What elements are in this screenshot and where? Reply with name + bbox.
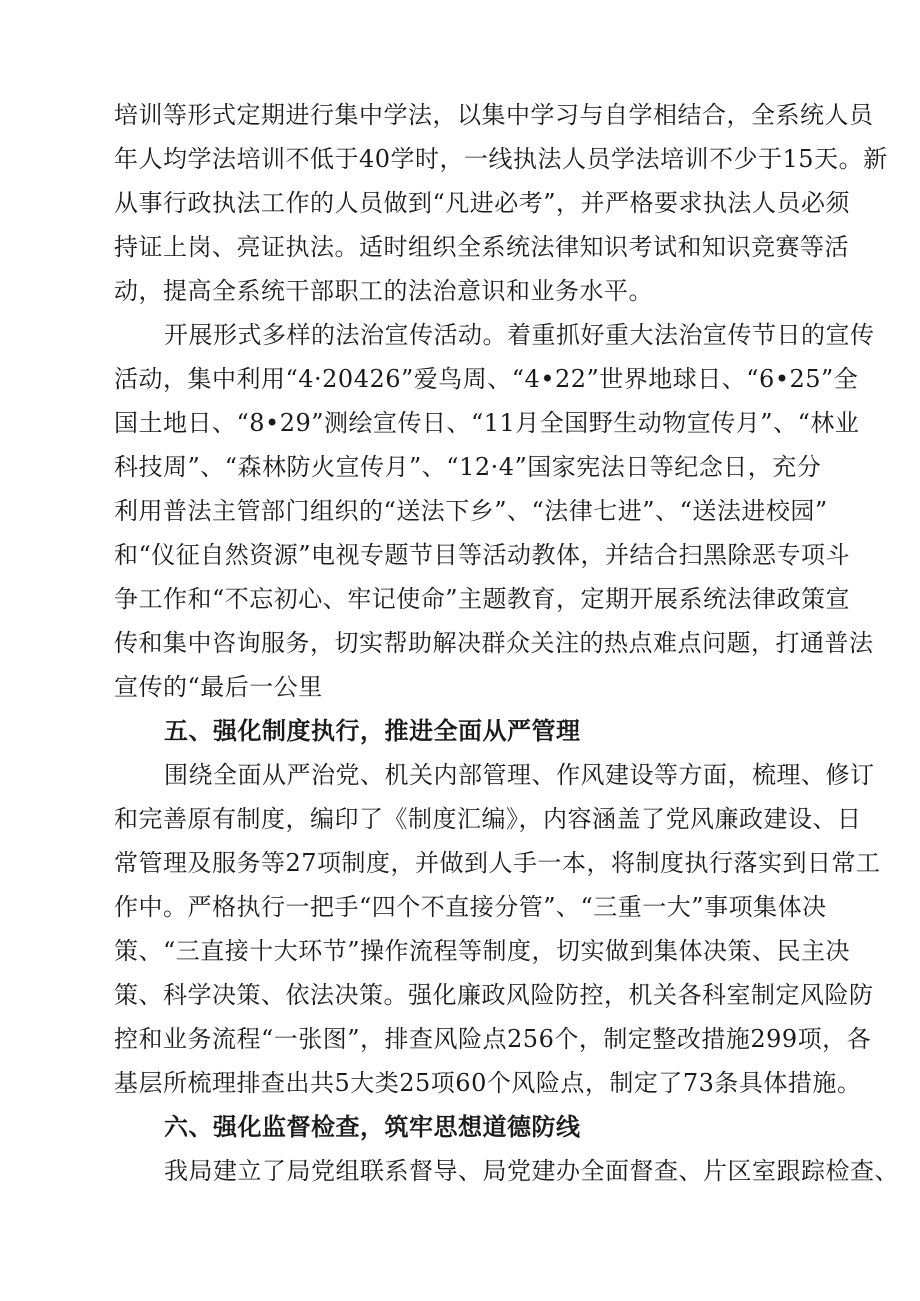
paragraph-line: 基层所梳理排查出共5大类25项60个风险点，制定了73条具体措施。 <box>114 1069 862 1097</box>
paragraph-line: 传和集中咨询服务，切实帮助解决群众关注的热点难点问题，打通普法 <box>114 629 874 657</box>
paragraph-line: 和“仪征自然资源”电视专题节目等活动教体，并结合扫黑除恶专项斗 <box>114 541 851 569</box>
paragraph-line: 围绕全面从严治党、机关内部管理、作风建设等方面，梳理、修订 <box>164 761 875 789</box>
paragraph-line: 宣传的“最后一公里 <box>114 673 323 701</box>
paragraph-line: 我局建立了局党组联系督导、局党建办全面督查、片区室跟踪检查、 <box>164 1157 899 1185</box>
section-heading: 五、强化制度执行，推进全面从严管理 <box>164 717 581 745</box>
paragraph-line: 策、“三直接十大环节”操作流程等制度，切实做到集体决策、民主决 <box>114 937 851 965</box>
paragraph-line: 作中。严格执行一把手“四个不直接分管”、“三重一大”事项集体决 <box>114 893 827 921</box>
paragraph-line: 策、科学决策、依法决策。强化廉政风险防控，机关各科室制定风险防 <box>114 981 874 1009</box>
paragraph-line: 活动，集中利用“4·20426”爱鸟周、“4•22”世界地球日、“6•25”全 <box>114 365 859 393</box>
paragraph-line: 利用普法主管部门组织的“送法下乡”、“法律七进”、“送法进校园” <box>114 497 828 525</box>
section-heading: 六、强化监督检查，筑牢思想道德防线 <box>164 1113 581 1141</box>
paragraph-line: 和完善原有制度，编印了《制度汇编》，内容涵盖了党风廉政建设、日 <box>114 805 862 833</box>
paragraph-line: 培训等形式定期进行集中学法，以集中学习与自学相结合，全系统人员 <box>114 101 874 129</box>
paragraph-line: 开展形式多样的法治宣传活动。着重抓好重大法治宣传节日的宣传 <box>164 321 875 349</box>
paragraph-line: 持证上岗、亮证执法。适时组织全系统法律知识考试和知识竞赛等活 <box>114 233 849 261</box>
paragraph-line: 国土地日、“8•29”测绘宣传日、“11月全国野生动物宣传月”、“林业 <box>114 409 860 437</box>
paragraph-line: 争工作和“不忘初心、牢记使命”主题教育，定期开展系统法律政策宣 <box>114 585 851 613</box>
paragraph-line: 从事行政执法工作的人员做到“凡进必考”，并严格要求执法人员必须 <box>114 189 851 217</box>
paragraph-line: 年人均学法培训不低于40学时，一线执法人员学法培训不少于15天。新 <box>114 145 888 173</box>
paragraph-line: 常管理及服务等27项制度，并做到人手一本，将制度执行落实到日常工 <box>114 849 881 877</box>
paragraph-line: 动，提高全系统干部职工的法治意识和业务水平。 <box>114 277 653 305</box>
paragraph-line: 控和业务流程“一张图”，排查风险点256个，制定整改措施299项，各 <box>114 1025 872 1053</box>
paragraph-line: 科技周”、“森林防火宣传月”、“12·4”国家宪法日等纪念日，充分 <box>114 453 822 481</box>
